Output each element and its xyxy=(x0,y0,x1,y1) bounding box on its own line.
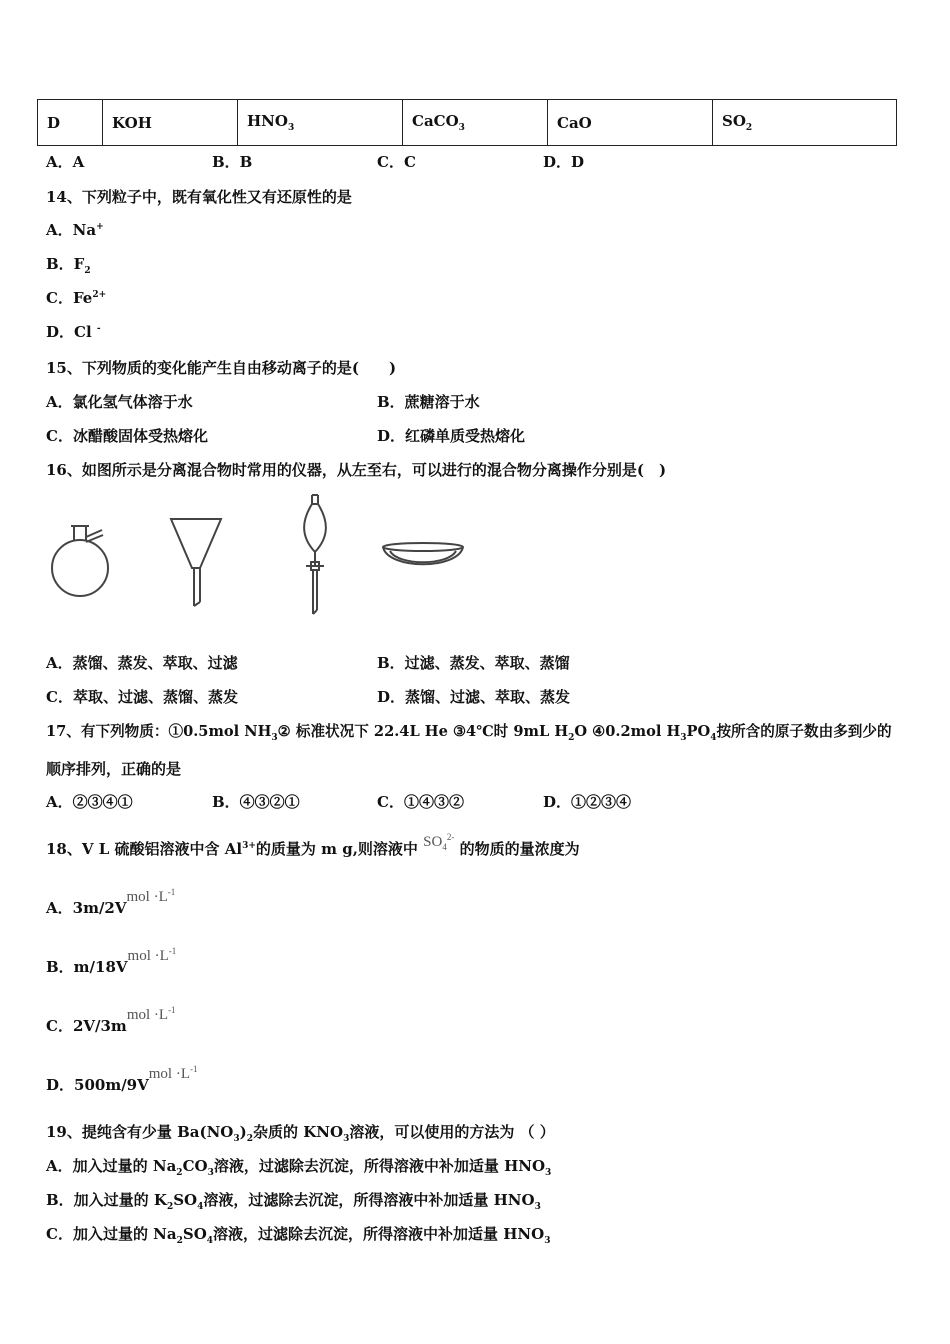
q17-stem-line1: 17、有下列物质：①0.5mol $NH_3②$ 标准状况下 22.4L He ③4℃时 9mL $H_2O$ ④0.2mol $H_3PO_4$按所含的原子数由多到少的 xyxy=(46,723,892,743)
q17-option-c[interactable]: C．①④③② xyxy=(377,793,464,811)
text-segment: A．加入过量的 Na xyxy=(46,1157,177,1175)
cell-text: SO xyxy=(722,112,746,130)
text-segment: 溶液，过滤除去沉淀，所得溶液中补加适量 HNO xyxy=(213,1157,546,1175)
text-segment: mol ·L xyxy=(148,1066,190,1082)
q19-option-c[interactable]: C．加入过量的 $Na_2SO_4$溶液，过滤除去沉淀，所得溶液中补加适量 $HNO_3$ xyxy=(46,1225,551,1246)
unit-label xyxy=(149,1066,198,1082)
superscript: -1 xyxy=(190,1064,198,1074)
subscript: 4 xyxy=(442,842,447,852)
q14-option-a[interactable] xyxy=(46,219,104,240)
separatory-funnel-icon xyxy=(304,495,326,614)
text-segment: 22.4L He ③4℃时 xyxy=(373,723,509,740)
text-segment: 0.5mol NH xyxy=(183,723,272,740)
unit-label xyxy=(127,889,176,905)
q19-option-b[interactable]: B．加入过量的 $K_2SO_4$溶液，过滤除去沉淀，所得溶液中补加适量 $HNO_3$ xyxy=(46,1191,541,1212)
q14-stem: 14、下列粒子中，既有氧化性又有还原性的是 xyxy=(46,188,352,206)
text-segment: 标准状况下 xyxy=(295,723,369,740)
lab-apparatus-figure xyxy=(40,490,480,630)
text-segment: SO xyxy=(423,834,443,850)
cell-text: D xyxy=(47,113,61,132)
q13-option-c[interactable]: C．C xyxy=(377,153,416,171)
cell-text: CaO xyxy=(557,113,592,132)
q15-option-a[interactable]: A．氯化氢气体溶于水 xyxy=(46,393,193,411)
distillation-flask-icon xyxy=(52,526,108,596)
table-cell xyxy=(548,100,713,146)
q16-stem: 16、如图所示是分离混合物时常用的仪器，从左至右，可以进行的混合物分离操作分别是( ) xyxy=(46,461,667,479)
text-segment: ) xyxy=(239,1123,247,1141)
q18-option-d[interactable] xyxy=(46,1064,198,1095)
option-text: B．m/18V xyxy=(46,958,128,976)
text-segment: mol ·L xyxy=(126,889,168,905)
q18-option-a[interactable] xyxy=(46,887,176,918)
text-segment: mol ·L xyxy=(126,1007,169,1023)
text-segment: SO xyxy=(173,1191,198,1209)
text-segment: CO xyxy=(182,1157,208,1175)
cell-text: HNO xyxy=(247,112,288,130)
text-segment: PO xyxy=(686,723,711,740)
text-segment: 杂质的 KNO xyxy=(253,1123,344,1141)
option-text: D．500m/9V xyxy=(46,1076,149,1094)
q19-stem: 19、提纯含有少量 $Ba(NO_3)_2$杂质的 $KNO_3$溶液，可以使用的方法为 （ ） xyxy=(46,1123,555,1144)
text-segment: 的质量为 m g,则溶液中 xyxy=(255,840,418,858)
option-text: C．2V/3m xyxy=(46,1017,127,1035)
q16-option-b[interactable]: B．过滤、蒸发、萃取、蒸馏 xyxy=(377,654,570,672)
q17-stem-line2: 顺序排列，正确的是 xyxy=(46,760,182,778)
cell-text: KOH xyxy=(112,113,152,132)
text-segment: C．加入过量的 Na xyxy=(46,1225,177,1243)
superscript: -1 xyxy=(168,1005,176,1015)
cell-text: CaCO xyxy=(412,112,459,130)
q18-option-c[interactable] xyxy=(46,1005,176,1036)
evaporating-dish-icon xyxy=(383,543,463,564)
q17-option-d[interactable]: D．①②③④ xyxy=(543,793,632,811)
q14-option-d[interactable] xyxy=(46,321,101,342)
answer-table xyxy=(37,99,897,146)
option-text: A．Na xyxy=(46,221,97,239)
option-text: C．Fe xyxy=(46,289,93,307)
sulfate-formula xyxy=(423,834,454,850)
q18-option-b[interactable] xyxy=(46,946,177,977)
q14-option-c[interactable] xyxy=(46,287,106,308)
q15-stem: 15、下列物质的变化能产生自由移动离子的是( ) xyxy=(46,359,397,377)
table-cell: $HNO_3$ xyxy=(238,100,403,146)
option-text: B．F xyxy=(46,255,85,273)
q18-stem xyxy=(46,832,580,860)
text-segment: SO xyxy=(182,1225,207,1243)
q17-option-a[interactable]: A．②③④① xyxy=(46,793,133,811)
q13-option-a[interactable]: A．A xyxy=(46,153,85,171)
text-segment: ② xyxy=(277,723,291,740)
superscript: 2+ xyxy=(92,290,107,300)
q16-option-d[interactable]: D．蒸馏、过滤、萃取、蒸发 xyxy=(377,688,571,706)
text-segment: 溶液，过滤除去沉淀，所得溶液中补加适量 HNO xyxy=(213,1225,545,1243)
superscript: 2- xyxy=(446,832,455,842)
q19-option-a[interactable]: A．加入过量的 $Na_2CO_3$溶液，过滤除去沉淀，所得溶液中补加适量 $HNO_3$ xyxy=(46,1157,552,1178)
q16-option-c[interactable]: C．萃取、过滤、蒸馏、蒸发 xyxy=(46,688,238,706)
table-cell: CaCO$_3$ xyxy=(403,100,548,146)
superscript: -1 xyxy=(167,887,176,897)
text-segment: 的物质的量浓度为 xyxy=(459,840,580,858)
funnel-icon xyxy=(171,519,221,606)
q15-option-b[interactable]: B．蔗糖溶于水 xyxy=(377,393,480,411)
text-segment: B．加入过量的 K xyxy=(46,1191,167,1209)
option-text: D．Cl xyxy=(46,323,92,341)
superscript: + xyxy=(96,222,104,232)
q17-option-b[interactable]: B．④③②① xyxy=(212,793,300,811)
q13-option-b[interactable]: B．B xyxy=(212,153,253,171)
table-cell: $SO_2$ xyxy=(713,100,897,146)
unit-label xyxy=(127,1007,176,1023)
text-segment: 18、V L 硫酸铝溶液中含 Al xyxy=(46,840,243,858)
table-cell xyxy=(103,100,238,146)
text-segment: mol ·L xyxy=(127,948,169,964)
text-segment: 溶液，过滤除去沉淀，所得溶液中补加适量 HNO xyxy=(203,1191,535,1209)
superscript: -1 xyxy=(168,946,177,956)
text-segment: 19、提纯含有少量 Ba(NO xyxy=(46,1123,234,1141)
text-segment: 9mL H xyxy=(513,723,569,740)
unit-label xyxy=(128,948,177,964)
q16-option-a[interactable]: A．蒸馏、蒸发、萃取、过滤 xyxy=(46,654,238,672)
q14-option-b[interactable] xyxy=(46,253,91,276)
option-text: A．3m/2V xyxy=(46,899,127,917)
table-cell xyxy=(38,100,103,146)
text-segment: 17、有下列物质：① xyxy=(46,723,184,740)
text-segment: 溶液，可以使用的方法为 （ ） xyxy=(349,1123,555,1141)
superscript: - xyxy=(96,324,101,334)
subscript: 2 xyxy=(84,266,91,276)
text-segment: O ④0.2mol H xyxy=(574,723,681,740)
q15-option-c[interactable]: C．冰醋酸固体受热熔化 xyxy=(46,427,208,445)
q13-option-d[interactable]: D．D xyxy=(543,153,585,171)
q15-option-d[interactable]: D．红磷单质受热熔化 xyxy=(377,427,526,445)
table-row xyxy=(38,100,897,146)
superscript: 3+ xyxy=(242,841,256,851)
text-segment: 按所含的原子数由多到少的 xyxy=(716,723,892,740)
